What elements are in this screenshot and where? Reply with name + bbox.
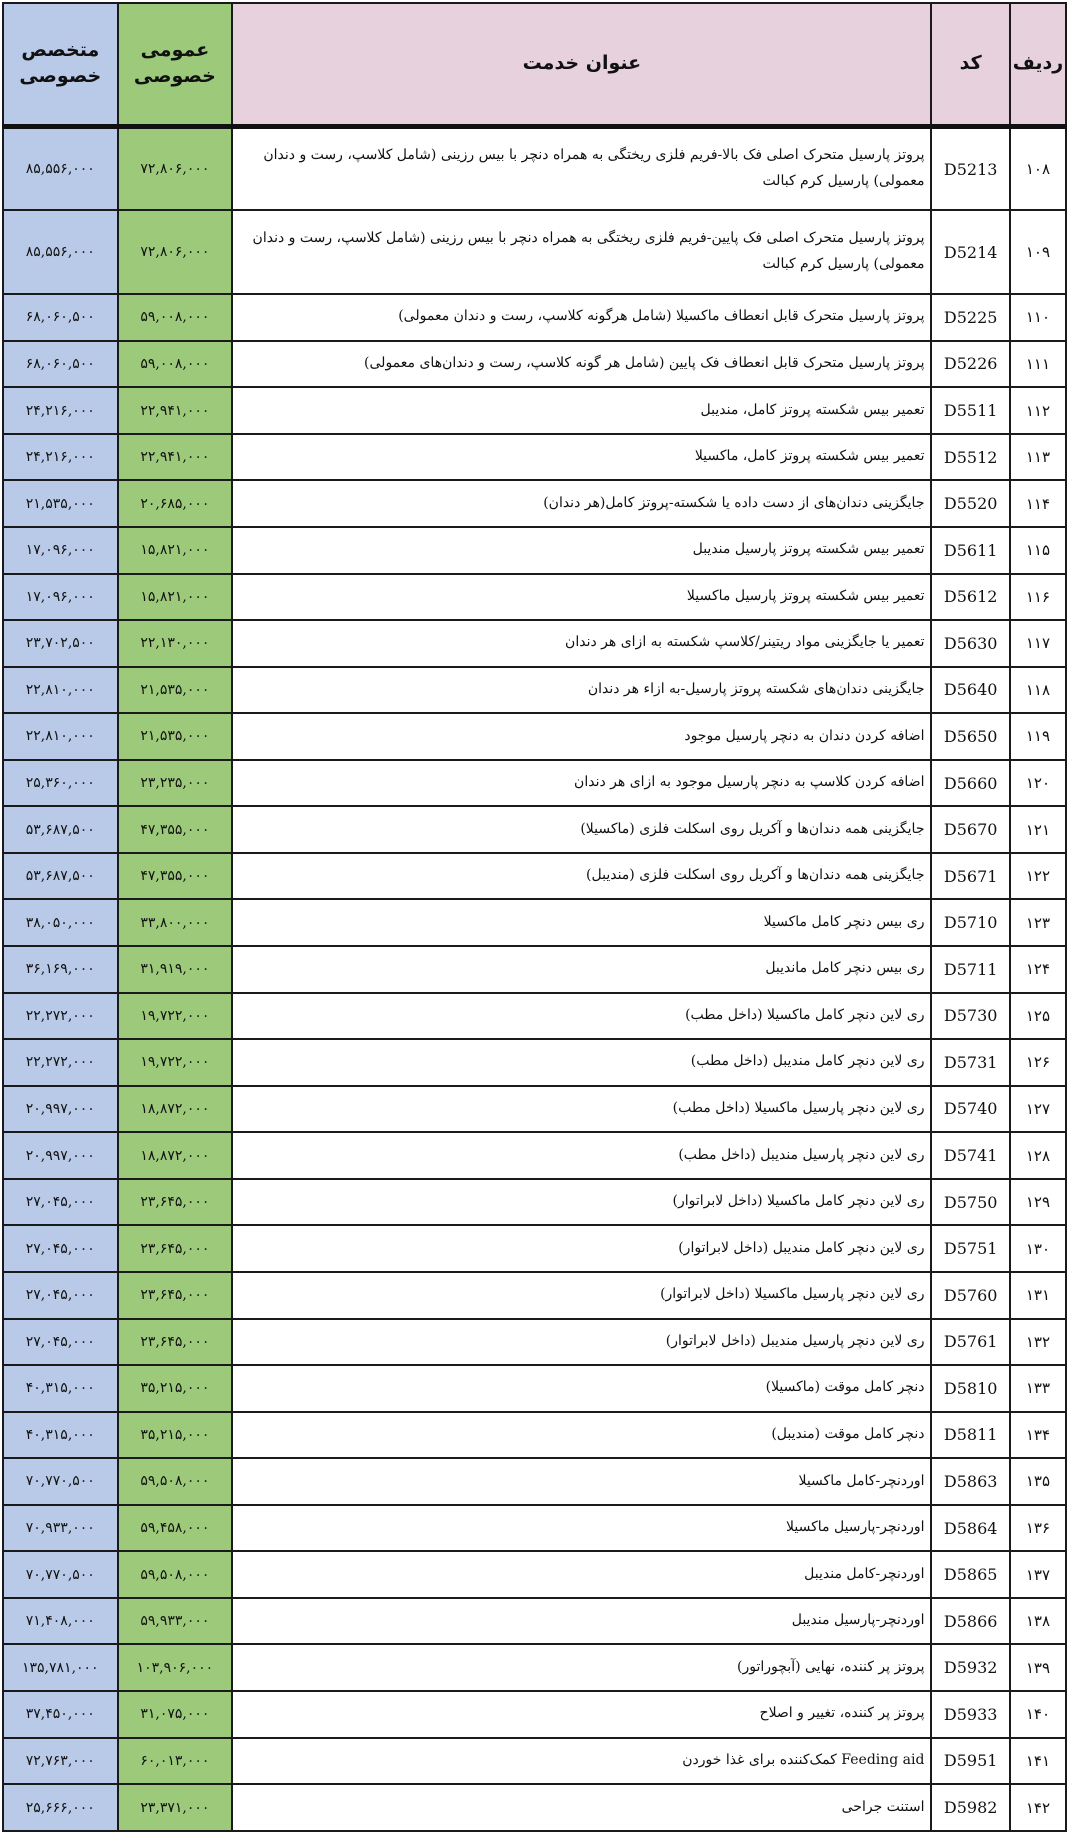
public-price-cell: ۵۹,۵۰۸,۰۰۰ <box>118 1458 233 1505</box>
specialist-price-cell: ۷۰,۷۷۰,۵۰۰ <box>3 1551 118 1598</box>
row-number-cell: ۱۳۱ <box>1010 1272 1066 1319</box>
public-price-cell: ۵۹,۵۰۸,۰۰۰ <box>118 1551 233 1598</box>
header-public-private <box>118 3 233 127</box>
public-price-cell: ۵۹,۰۰۸,۰۰۰ <box>118 341 233 388</box>
service-title-cell: ری لاین دنچر کامل مندیبل (داخل مطب) <box>232 1039 931 1086</box>
table-row <box>3 1319 1066 1366</box>
header-row-number: ردیف <box>1010 3 1066 127</box>
table-row <box>3 1412 1066 1459</box>
public-price-cell: ۱۵,۸۲۱,۰۰۰ <box>118 574 233 621</box>
service-code-cell: D5933 <box>931 1691 1009 1738</box>
row-number-cell: ۱۳۵ <box>1010 1458 1066 1505</box>
specialist-price-cell: ۲۷,۰۴۵,۰۰۰ <box>3 1319 118 1366</box>
service-code-cell: D5761 <box>931 1319 1009 1366</box>
service-code-cell: D5226 <box>931 341 1009 388</box>
row-number-cell: ۱۴۰ <box>1010 1691 1066 1738</box>
row-number-cell: ۱۱۶ <box>1010 574 1066 621</box>
public-price-cell: ۳۱,۹۱۹,۰۰۰ <box>118 946 233 993</box>
header-specialist-line2: خصوصی <box>19 65 102 87</box>
row-number-cell: ۱۲۷ <box>1010 1086 1066 1133</box>
row-number-cell: ۱۱۲ <box>1010 387 1066 434</box>
table-row <box>3 1784 1066 1831</box>
service-title-cell: Feeding aid کمک‌کننده برای غذا خوردن <box>232 1738 931 1785</box>
service-title-cell: پروتز پارسیل متحرک قابل انعطاف فک پایین (شامل هر گونه کلاسپ، رست و دندان‌های معمولی) <box>232 341 931 388</box>
service-title-cell: ری لاین دنچر کامل مندیبل (داخل لابراتوار) <box>232 1225 931 1272</box>
table-body <box>3 127 1066 1832</box>
service-code-cell: D5630 <box>931 620 1009 667</box>
service-title-cell: پروتز پارسیل متحرک قابل انعطاف ماکسیلا (شامل هرگونه کلاسپ، رست و دندان معمولی) <box>232 294 931 341</box>
specialist-price-cell: ۶۸,۰۶۰,۵۰۰ <box>3 294 118 341</box>
public-price-cell: ۳۵,۲۱۵,۰۰۰ <box>118 1412 233 1459</box>
service-code-cell: D5670 <box>931 806 1009 853</box>
specialist-price-cell: ۱۷,۰۹۶,۰۰۰ <box>3 574 118 621</box>
specialist-price-cell: ۸۵,۵۵۶,۰۰۰ <box>3 127 118 211</box>
public-price-cell: ۴۷,۳۵۵,۰۰۰ <box>118 853 233 900</box>
public-price-cell: ۱۹,۷۲۲,۰۰۰ <box>118 1039 233 1086</box>
service-title-cell: پروتز پارسیل متحرک اصلی فک بالا-فریم فلزی ریختگی به همراه دنچر با بیس رزینی (شامل کلاسپ، رست و دندان معمولی) پارسیل کرم کبالت <box>232 127 931 211</box>
public-price-cell: ۲۳,۲۳۵,۰۰۰ <box>118 760 233 807</box>
row-number-cell: ۱۱۷ <box>1010 620 1066 667</box>
specialist-price-cell: ۳۷,۴۵۰,۰۰۰ <box>3 1691 118 1738</box>
row-number-cell: ۱۴۱ <box>1010 1738 1066 1785</box>
specialist-price-cell: ۲۴,۲۱۶,۰۰۰ <box>3 387 118 434</box>
row-number-cell: ۱۲۱ <box>1010 806 1066 853</box>
table-row <box>3 1132 1066 1179</box>
header-specialist-private <box>3 3 118 127</box>
service-title-cell: تعمیر بیس شکسته پروتز کامل، مندیبل <box>232 387 931 434</box>
service-code-cell: D5932 <box>931 1644 1009 1691</box>
specialist-price-cell: ۱۷,۰۹۶,۰۰۰ <box>3 527 118 574</box>
service-code-cell: D5760 <box>931 1272 1009 1319</box>
table-row <box>3 210 1066 294</box>
public-price-cell: ۴۷,۳۵۵,۰۰۰ <box>118 806 233 853</box>
service-code-cell: D5612 <box>931 574 1009 621</box>
specialist-price-cell: ۱۳۵,۷۸۱,۰۰۰ <box>3 1644 118 1691</box>
service-code-cell: D5951 <box>931 1738 1009 1785</box>
public-price-cell: ۳۳,۸۰۰,۰۰۰ <box>118 899 233 946</box>
public-price-cell: ۱۸,۸۷۲,۰۰۰ <box>118 1132 233 1179</box>
specialist-price-cell: ۲۲,۸۱۰,۰۰۰ <box>3 667 118 714</box>
row-number-cell: ۱۱۳ <box>1010 434 1066 481</box>
service-title-cell: ری لاین دنچر کامل ماکسیلا (داخل مطب) <box>232 993 931 1040</box>
service-title-cell: اوردنچر-پارسیل ماکسیلا <box>232 1505 931 1552</box>
row-number-cell: ۱۱۹ <box>1010 713 1066 760</box>
service-title-cell: دنچر کامل موقت (مندیبل) <box>232 1412 931 1459</box>
public-price-cell: ۱۸,۸۷۲,۰۰۰ <box>118 1086 233 1133</box>
header-public-line2: خصوصی <box>133 65 216 87</box>
table-row <box>3 899 1066 946</box>
table-row <box>3 667 1066 714</box>
service-code-cell: D5671 <box>931 853 1009 900</box>
row-number-cell: ۱۱۸ <box>1010 667 1066 714</box>
service-title-cell: تعمیر یا جایگزینی مواد ریتینر/کلاسپ شکسته به ازای هر دندان <box>232 620 931 667</box>
public-price-cell: ۲۱,۵۳۵,۰۰۰ <box>118 667 233 714</box>
table-row <box>3 1272 1066 1319</box>
public-price-cell: ۳۱,۰۷۵,۰۰۰ <box>118 1691 233 1738</box>
service-title-cell: پروتز پر کننده، نهایی (آبچوراتور) <box>232 1644 931 1691</box>
specialist-price-cell: ۵۳,۶۸۷,۵۰۰ <box>3 806 118 853</box>
row-number-cell: ۱۲۰ <box>1010 760 1066 807</box>
service-code-cell: D5730 <box>931 993 1009 1040</box>
service-code-cell: D5640 <box>931 667 1009 714</box>
service-title-cell: جایگزینی همه دندان‌ها و آکریل روی اسکلت فلزی (ماکسیلا) <box>232 806 931 853</box>
specialist-price-cell: ۷۱,۴۰۸,۰۰۰ <box>3 1598 118 1645</box>
row-number-cell: ۱۳۷ <box>1010 1551 1066 1598</box>
table-row <box>3 620 1066 667</box>
table-row <box>3 853 1066 900</box>
specialist-price-cell: ۲۷,۰۴۵,۰۰۰ <box>3 1179 118 1226</box>
specialist-price-cell: ۴۰,۳۱۵,۰۰۰ <box>3 1365 118 1412</box>
table-row <box>3 1691 1066 1738</box>
row-number-cell: ۱۳۲ <box>1010 1319 1066 1366</box>
public-price-cell: ۲۳,۳۷۱,۰۰۰ <box>118 1784 233 1831</box>
table-row <box>3 760 1066 807</box>
service-title-cell: ری بیس دنچر کامل ماکسیلا <box>232 899 931 946</box>
service-title-cell: پروتز پارسیل متحرک اصلی فک پایین-فریم فلزی ریختگی به همراه دنچر با بیس رزینی (شامل کلاسپ، رست و دندان معمولی) پارسیل کرم کبالت <box>232 210 931 294</box>
public-price-cell: ۵۹,۴۵۸,۰۰۰ <box>118 1505 233 1552</box>
table-row <box>3 527 1066 574</box>
specialist-price-cell: ۲۰,۹۹۷,۰۰۰ <box>3 1132 118 1179</box>
table-row <box>3 1225 1066 1272</box>
row-number-cell: ۱۱۴ <box>1010 480 1066 527</box>
specialist-price-cell: ۷۰,۹۳۳,۰۰۰ <box>3 1505 118 1552</box>
table-row <box>3 1086 1066 1133</box>
row-number-cell: ۱۳۴ <box>1010 1412 1066 1459</box>
public-price-cell: ۵۹,۹۳۳,۰۰۰ <box>118 1598 233 1645</box>
specialist-price-cell: ۲۵,۶۶۶,۰۰۰ <box>3 1784 118 1831</box>
public-price-cell: ۲۰,۶۸۵,۰۰۰ <box>118 480 233 527</box>
service-code-cell: D5810 <box>931 1365 1009 1412</box>
service-code-cell: D5611 <box>931 527 1009 574</box>
service-title-cell: تعمیر بیس شکسته پروتز پارسیل مندیبل <box>232 527 931 574</box>
service-code-cell: D5751 <box>931 1225 1009 1272</box>
service-code-cell: D5741 <box>931 1132 1009 1179</box>
public-price-cell: ۱۵,۸۲۱,۰۰۰ <box>118 527 233 574</box>
table-row <box>3 1644 1066 1691</box>
table-row <box>3 341 1066 388</box>
table-row <box>3 127 1066 211</box>
service-title-cell: پروتز پر کننده، تغییر و اصلاح <box>232 1691 931 1738</box>
row-number-cell: ۱۲۸ <box>1010 1132 1066 1179</box>
row-number-cell: ۱۰۹ <box>1010 210 1066 294</box>
service-title-cell: اوردنچر-کامل ماکسیلا <box>232 1458 931 1505</box>
service-title-cell: اضافه کردن کلاسپ به دنچر پارسیل موجود به ازای هر دندان <box>232 760 931 807</box>
service-code-cell: D5213 <box>931 127 1009 211</box>
specialist-price-cell: ۲۷,۰۴۵,۰۰۰ <box>3 1272 118 1319</box>
public-price-cell: ۷۲,۸۰۶,۰۰۰ <box>118 210 233 294</box>
row-number-cell: ۱۲۳ <box>1010 899 1066 946</box>
row-number-cell: ۱۲۶ <box>1010 1039 1066 1086</box>
public-price-cell: ۶۰,۰۱۳,۰۰۰ <box>118 1738 233 1785</box>
table-row <box>3 713 1066 760</box>
public-price-cell: ۲۳,۶۴۵,۰۰۰ <box>118 1225 233 1272</box>
service-title-cell: جایگزینی دندان‌های شکسته پروتز پارسیل-به ازاء هر دندان <box>232 667 931 714</box>
service-code-cell: D5740 <box>931 1086 1009 1133</box>
specialist-price-cell: ۷۲,۷۶۳,۰۰۰ <box>3 1738 118 1785</box>
specialist-price-cell: ۲۷,۰۴۵,۰۰۰ <box>3 1225 118 1272</box>
specialist-price-cell: ۲۴,۲۱۶,۰۰۰ <box>3 434 118 481</box>
service-code-cell: D5982 <box>931 1784 1009 1831</box>
public-price-cell: ۳۵,۲۱۵,۰۰۰ <box>118 1365 233 1412</box>
service-title-cell: اوردنچر-کامل مندیبل <box>232 1551 931 1598</box>
service-title-cell: ری لاین دنچر پارسیل ماکسیلا (داخل مطب) <box>232 1086 931 1133</box>
specialist-price-cell: ۲۲,۲۷۲,۰۰۰ <box>3 1039 118 1086</box>
table-row <box>3 434 1066 481</box>
header-service-title: عنوان خدمت <box>232 3 931 127</box>
specialist-price-cell: ۶۸,۰۶۰,۵۰۰ <box>3 341 118 388</box>
service-title-cell: تعمیر بیس شکسته پروتز کامل، ماکسیلا <box>232 434 931 481</box>
specialist-price-cell: ۵۳,۶۸۷,۵۰۰ <box>3 853 118 900</box>
table-row <box>3 1458 1066 1505</box>
specialist-price-cell: ۳۶,۱۶۹,۰۰۰ <box>3 946 118 993</box>
public-price-cell: ۵۹,۰۰۸,۰۰۰ <box>118 294 233 341</box>
service-title-cell: اضافه کردن دندان به دنچر پارسیل موجود <box>232 713 931 760</box>
service-code-cell: D5811 <box>931 1412 1009 1459</box>
table-row <box>3 294 1066 341</box>
specialist-price-cell: ۲۲,۸۱۰,۰۰۰ <box>3 713 118 760</box>
table-row <box>3 480 1066 527</box>
service-code-cell: D5660 <box>931 760 1009 807</box>
service-code-cell: D5520 <box>931 480 1009 527</box>
table-row <box>3 1505 1066 1552</box>
public-price-cell: ۱۹,۷۲۲,۰۰۰ <box>118 993 233 1040</box>
row-number-cell: ۱۱۵ <box>1010 527 1066 574</box>
table-row <box>3 1179 1066 1226</box>
public-price-cell: ۲۱,۵۳۵,۰۰۰ <box>118 713 233 760</box>
row-number-cell: ۱۳۳ <box>1010 1365 1066 1412</box>
service-title-cell: جایگزینی همه دندان‌ها و آکریل روی اسکلت فلزی (مندیبل) <box>232 853 931 900</box>
row-number-cell: ۱۲۵ <box>1010 993 1066 1040</box>
row-number-cell: ۱۳۸ <box>1010 1598 1066 1645</box>
row-number-cell: ۱۳۰ <box>1010 1225 1066 1272</box>
row-number-cell: ۱۳۹ <box>1010 1644 1066 1691</box>
specialist-price-cell: ۲۲,۲۷۲,۰۰۰ <box>3 993 118 1040</box>
table-row <box>3 993 1066 1040</box>
header-specialist-line1: متخصص <box>21 39 100 62</box>
row-number-cell: ۱۱۱ <box>1010 341 1066 388</box>
service-code-cell: D5731 <box>931 1039 1009 1086</box>
public-price-cell: ۲۳,۶۴۵,۰۰۰ <box>118 1319 233 1366</box>
service-code-cell: D5512 <box>931 434 1009 481</box>
tariff-table <box>2 2 1067 1832</box>
service-code-cell: D5750 <box>931 1179 1009 1226</box>
row-number-cell: ۱۴۲ <box>1010 1784 1066 1831</box>
service-code-cell: D5650 <box>931 713 1009 760</box>
specialist-price-cell: ۲۱,۵۳۵,۰۰۰ <box>3 480 118 527</box>
row-number-cell: ۱۲۹ <box>1010 1179 1066 1226</box>
table-row <box>3 806 1066 853</box>
row-number-cell: ۱۲۴ <box>1010 946 1066 993</box>
public-price-cell: ۱۰۳,۹۰۶,۰۰۰ <box>118 1644 233 1691</box>
service-title-cell: اوردنچر-پارسیل مندیبل <box>232 1598 931 1645</box>
service-code-cell: D5863 <box>931 1458 1009 1505</box>
header-row <box>3 3 1066 127</box>
service-code-cell: D5866 <box>931 1598 1009 1645</box>
table-row <box>3 1551 1066 1598</box>
table-row <box>3 1738 1066 1785</box>
service-code-cell: D5225 <box>931 294 1009 341</box>
service-code-cell: D5511 <box>931 387 1009 434</box>
public-price-cell: ۷۲,۸۰۶,۰۰۰ <box>118 127 233 211</box>
service-title-cell: جایگزینی دندان‌های از دست داده یا شکسته-پروتز کامل(هر دندان) <box>232 480 931 527</box>
service-title-cell: ری لاین دنچر کامل ماکسیلا (داخل لابراتوار) <box>232 1179 931 1226</box>
row-number-cell: ۱۱۰ <box>1010 294 1066 341</box>
public-price-cell: ۲۳,۶۴۵,۰۰۰ <box>118 1272 233 1319</box>
service-code-cell: D5711 <box>931 946 1009 993</box>
service-title-cell: ری لاین دنچر پارسیل ماکسیلا (داخل لابراتوار) <box>232 1272 931 1319</box>
service-title-cell: ری لاین دنچر پارسیل مندیبل (داخل لابراتوار) <box>232 1319 931 1366</box>
service-code-cell: D5710 <box>931 899 1009 946</box>
table-row <box>3 1365 1066 1412</box>
table-row <box>3 1598 1066 1645</box>
public-price-cell: ۲۲,۹۴۱,۰۰۰ <box>118 387 233 434</box>
service-title-cell: استنت جراحی <box>232 1784 931 1831</box>
specialist-price-cell: ۷۰,۷۷۰,۵۰۰ <box>3 1458 118 1505</box>
row-number-cell: ۱۳۶ <box>1010 1505 1066 1552</box>
specialist-price-cell: ۲۵,۳۶۰,۰۰۰ <box>3 760 118 807</box>
specialist-price-cell: ۸۵,۵۵۶,۰۰۰ <box>3 210 118 294</box>
service-title-cell: ری بیس دنچر کامل ماندیبل <box>232 946 931 993</box>
header-code: کد <box>931 3 1009 127</box>
service-title-cell: تعمیر بیس شکسته پروتز پارسیل ماکسیلا <box>232 574 931 621</box>
row-number-cell: ۱۰۸ <box>1010 127 1066 211</box>
row-number-cell: ۱۲۲ <box>1010 853 1066 900</box>
table-row <box>3 574 1066 621</box>
service-code-cell: D5864 <box>931 1505 1009 1552</box>
table-row <box>3 387 1066 434</box>
specialist-price-cell: ۳۸,۰۵۰,۰۰۰ <box>3 899 118 946</box>
public-price-cell: ۲۲,۹۴۱,۰۰۰ <box>118 434 233 481</box>
header-public-line1: عمومی <box>140 39 210 62</box>
service-code-cell: D5865 <box>931 1551 1009 1598</box>
service-title-cell: دنچر کامل موقت (ماکسیلا) <box>232 1365 931 1412</box>
specialist-price-cell: ۴۰,۳۱۵,۰۰۰ <box>3 1412 118 1459</box>
specialist-price-cell: ۲۰,۹۹۷,۰۰۰ <box>3 1086 118 1133</box>
table-row <box>3 1039 1066 1086</box>
public-price-cell: ۲۲,۱۳۰,۰۰۰ <box>118 620 233 667</box>
public-price-cell: ۲۳,۶۴۵,۰۰۰ <box>118 1179 233 1226</box>
table-row <box>3 946 1066 993</box>
service-code-cell: D5214 <box>931 210 1009 294</box>
service-title-cell: ری لاین دنچر پارسیل مندیبل (داخل مطب) <box>232 1132 931 1179</box>
specialist-price-cell: ۲۳,۷۰۲,۵۰۰ <box>3 620 118 667</box>
